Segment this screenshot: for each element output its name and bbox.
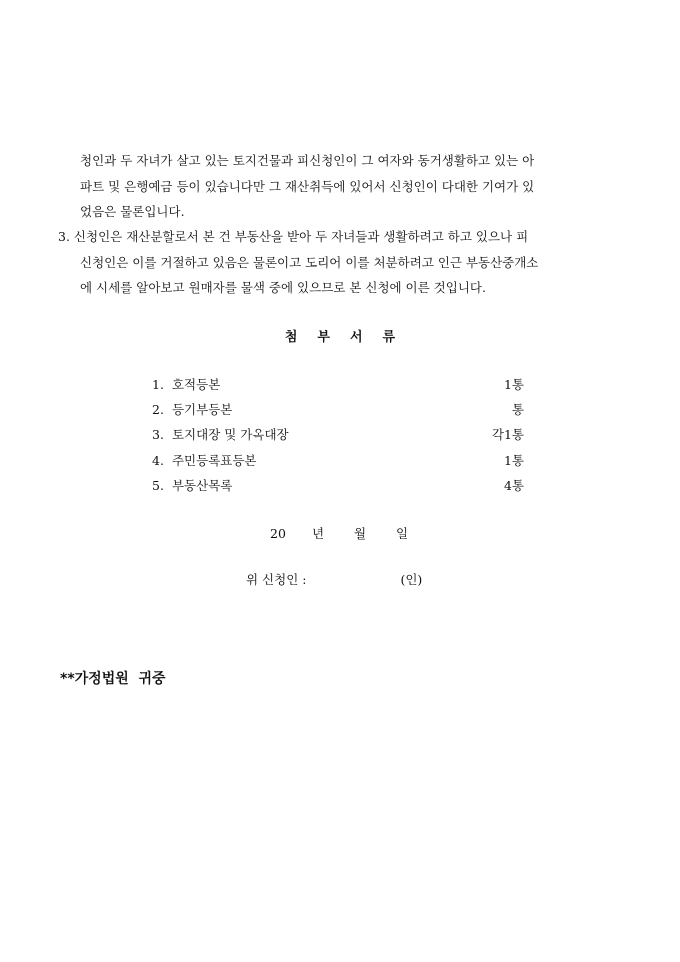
item-name: 등기부등본 [171,402,233,418]
signature-label: 위 신청인 : [246,572,307,587]
list-item [152,397,524,422]
list-item [152,372,524,397]
item-number: 5. [152,477,164,493]
paragraph-line [58,224,638,250]
item-quantity: 1통 [503,377,524,392]
item-name: 토지대장 및 가옥대장 [171,427,289,443]
court-addressee: **가정법원 귀중 [60,671,166,687]
item-number: 4. [152,452,164,468]
date-year: 20 [270,526,286,541]
paragraph-line: 었음은 물론입니다. [80,204,185,219]
seal-mark: (인) [400,572,423,587]
item-name: 호적등본 [171,377,221,392]
list-item [152,473,524,498]
item-quantity: 1통 [503,452,524,468]
item-quantity: 통 [511,402,524,418]
paragraph-continuation [80,148,640,225]
paragraph-item-3 [58,224,638,301]
paragraph-text: 신청인은 재산분할로서 본 건 부동산을 받아 두 자녀들과 생활하려고 하고 있으나 피 [73,229,529,244]
item-quantity: 각1통 [491,427,524,443]
date-day-unit: 일 [396,526,409,541]
paragraph-line: 에 시세를 알아보고 원매자를 물색 중에 있으므로 본 신청에 이른 것입니다. [80,280,486,295]
date-line [270,524,408,542]
paragraph-line: 신청인은 이를 거절하고 있음은 물론이고 도리어 이를 처분하려고 인근 부동산중개소 [80,254,539,270]
item-name: 부동산목록 [171,477,233,493]
signature-line [246,570,422,588]
list-item [152,448,524,473]
list-item [152,422,524,447]
paragraph-line: 청인과 두 자녀가 살고 있는 토지건물과 피신청인이 그 여자와 동거생활하고 있는 아 [80,153,535,168]
item-number: 3. [152,427,164,443]
attachments-list [152,372,524,498]
item-number: 1. [152,377,164,392]
item-number: 3. [58,229,70,244]
item-quantity: 4통 [503,477,524,493]
date-year-unit: 년 [312,526,325,541]
item-number: 2. [152,402,164,418]
attachments-heading: 첨부서류 [284,330,416,345]
paragraph-line: 파트 및 은행예금 등이 있습니다만 그 재산취득에 있어서 신청인이 다대한 기여가 있 [80,178,535,194]
date-month-unit: 월 [354,526,367,541]
item-name: 주민등록표등본 [171,452,257,468]
